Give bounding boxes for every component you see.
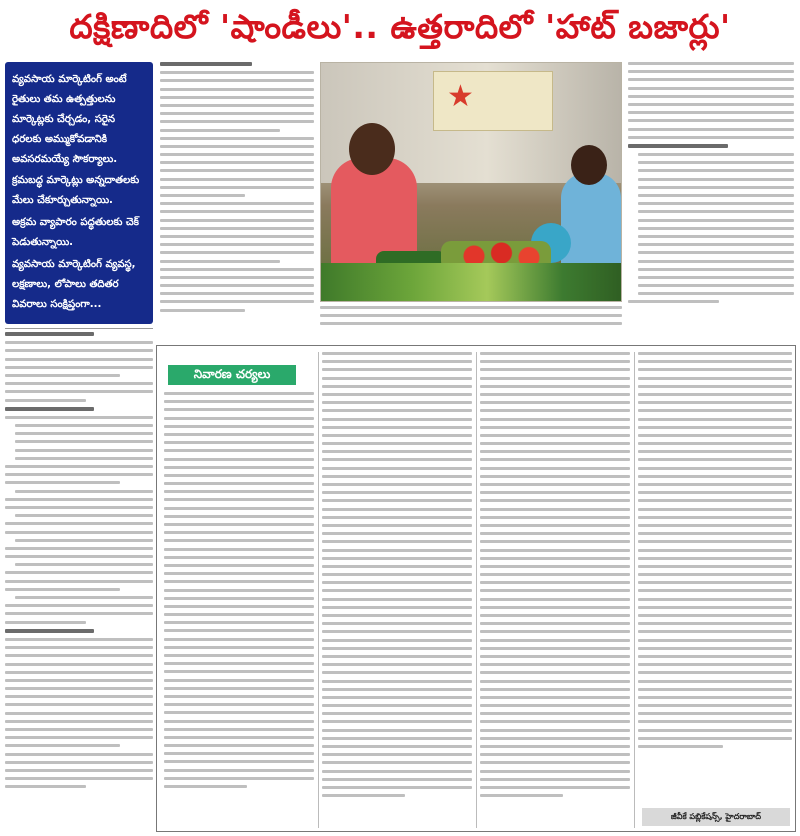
photo-caption-lines — [320, 306, 622, 342]
column-rule — [318, 352, 319, 828]
divider — [5, 328, 153, 329]
publisher-credit: జీవీకే పబ్లికేషన్స్, హైదరాబాద్ — [642, 808, 790, 826]
body-column-right-upper — [628, 62, 794, 342]
market-photo: ★ — [320, 62, 622, 302]
solutions-column-2 — [322, 352, 472, 828]
intro-paragraph: వ్యవసాయ మార్కెటింగ్ వ్యవస్థ, లక్షణాలు, లోపాలు తదితర వివరాలు సంక్షిప్తంగా... — [12, 259, 136, 310]
intro-paragraph: వ్యవసాయ మార్కెటింగ్ అంటే రైతులు తమ ఉత్పత్తులను మార్కెట్లకు చేర్చడం, సరైన ధరలకు అమ్ముకోవడానికి అవసరమయ్యే సౌకర్యాలు. — [12, 74, 127, 165]
intro-paragraph: అక్రమ వ్యాపారం పద్ధతులకు చెక్ పెడుతున్నాయి. — [12, 217, 139, 249]
body-column-left-lower — [5, 332, 153, 832]
headline: దక్షిణాదిలో 'షాండీలు'.. ఉత్తరాదిలో 'హాట్ బజార్లు' — [69, 6, 731, 46]
solutions-column-3 — [480, 352, 630, 828]
body-column-2 — [160, 62, 314, 342]
solutions-title: నివారణ చర్యలు — [168, 365, 296, 385]
solutions-column-4 — [638, 352, 792, 804]
column-rule — [634, 352, 635, 828]
solutions-column-1 — [164, 392, 314, 828]
intro-paragraph: క్రమబద్ధ మార్కెట్లు అన్నదాతలకు మేలు చేకూర్చుతున్నాయి. — [12, 175, 140, 207]
intro-box — [5, 62, 153, 324]
column-rule — [476, 352, 477, 828]
